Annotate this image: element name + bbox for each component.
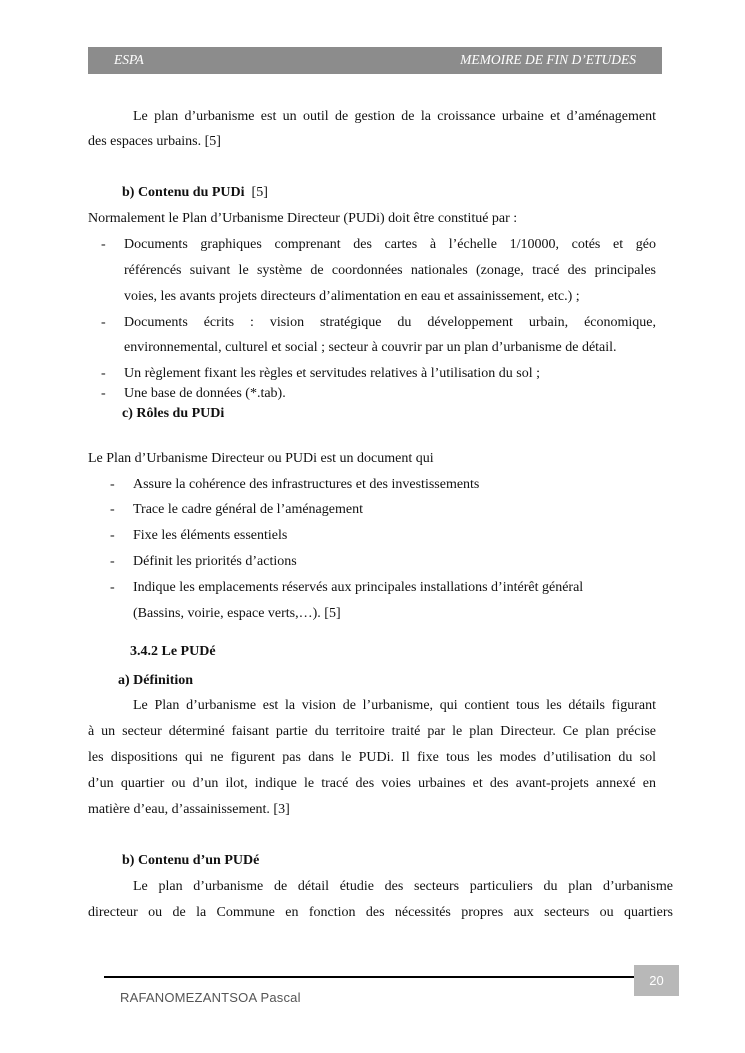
roles-item-5-line-2: (Bassins, voirie, espace verts,…). [5]: [133, 606, 341, 621]
roles-item-2: Trace le cadre général de l’aménagement: [133, 502, 363, 517]
roles-item-5-line-1: Indique les emplacements réservés aux principales installations d’intérêt général: [133, 580, 584, 595]
intro-line-1: Le plan d’urbanisme est un outil de gestion de la croissance urbaine et d’aménagement: [133, 109, 656, 124]
roles-item-1: Assure la cohérence des infrastructures et des investissements: [133, 477, 480, 492]
footer-rule: [104, 976, 636, 978]
roles-item-3: Fixe les éléments essentiels: [133, 528, 288, 543]
page-number: 20: [634, 965, 679, 996]
contenu-item-2-line-1: Documents écrits : vision stratégique du développement urbain, économique,: [124, 315, 656, 330]
contenu-pudi-lead: Normalement le Plan d’Urbanisme Directeur (PUDi) doit être constitué par :: [88, 211, 518, 226]
footer-author: RAFANOMEZANTSOA Pascal: [120, 990, 301, 1005]
section-heading: 3.4.2 Le PUDé: [130, 644, 216, 659]
roles-heading: c) Rôles du PUDi: [122, 406, 225, 421]
list-dash: -: [110, 502, 115, 517]
contenu-item-3: Un règlement fixant les règles et servitudes relatives à l’utilisation du sol ;: [124, 366, 541, 381]
list-dash: -: [101, 366, 106, 381]
definition-line-4: d’un quartier ou d’un ilot, indique le tracé des voies urbaines et des avant-projets annexé en: [88, 776, 656, 791]
intro-line-2: des espaces urbains. [5]: [88, 134, 221, 149]
roles-lead: Le Plan d’Urbanisme Directeur ou PUDi est un document qui: [88, 451, 434, 466]
list-dash: -: [110, 580, 115, 595]
contenu-pude-heading: b) Contenu d’un PUDé: [122, 853, 260, 868]
header-title: MEMOIRE DE FIN D’ETUDES: [460, 52, 636, 67]
list-dash: -: [101, 315, 106, 330]
roles-item-4: Définit les priorités d’actions: [133, 554, 297, 569]
page-header: [88, 47, 662, 74]
header-school: ESPA: [114, 52, 144, 67]
definition-line-5: matière d’eau, d’assainissement. [3]: [88, 802, 290, 817]
contenu-pude-line-2: directeur ou de la Commune en fonction des nécessités propres aux secteurs ou quartiers: [88, 905, 673, 920]
list-dash: -: [110, 528, 115, 543]
list-dash: -: [110, 554, 115, 569]
list-dash: -: [110, 477, 115, 492]
contenu-pudi-ref: [5]: [251, 185, 268, 200]
contenu-item-1-line-1: Documents graphiques comprenant des cartes à l’échelle 1/10000, cotés et géo: [124, 237, 656, 252]
contenu-item-2-line-2: environnemental, culturel et social ; secteur à couvrir par un plan d’urbanisme de détail.: [124, 340, 617, 355]
contenu-pudi-heading: [122, 184, 690, 202]
contenu-pudi-heading-text: b) Contenu du PUDi: [122, 185, 245, 200]
definition-line-2: à un secteur déterminé faisant partie du territoire traité par le plan Directeur. Ce plan précise: [88, 724, 656, 739]
definition-line-3: les dispositions qui ne figurent pas dans le PUDi. Il fixe tous les modes d’utilisation du sol: [88, 750, 656, 765]
contenu-item-1-line-2: référencés suivant le système de coordonnées nationales (zonage, tracé des principales: [124, 263, 656, 278]
contenu-item-1-line-3: voies, les avants projets directeurs d’alimentation en eau et assainissement, etc.) ;: [124, 289, 580, 304]
contenu-pude-line-1: Le plan d’urbanisme de détail étudie des secteurs particuliers du plan d’urbanisme: [133, 879, 673, 894]
definition-heading: a) Définition: [118, 673, 194, 688]
definition-line-1: Le Plan d’urbanisme est la vision de l’urbanisme, qui contient tous les détails figurant: [133, 698, 656, 713]
list-dash: -: [101, 386, 106, 401]
contenu-item-4: Une base de données (*.tab).: [124, 386, 286, 401]
list-dash: -: [101, 237, 106, 252]
